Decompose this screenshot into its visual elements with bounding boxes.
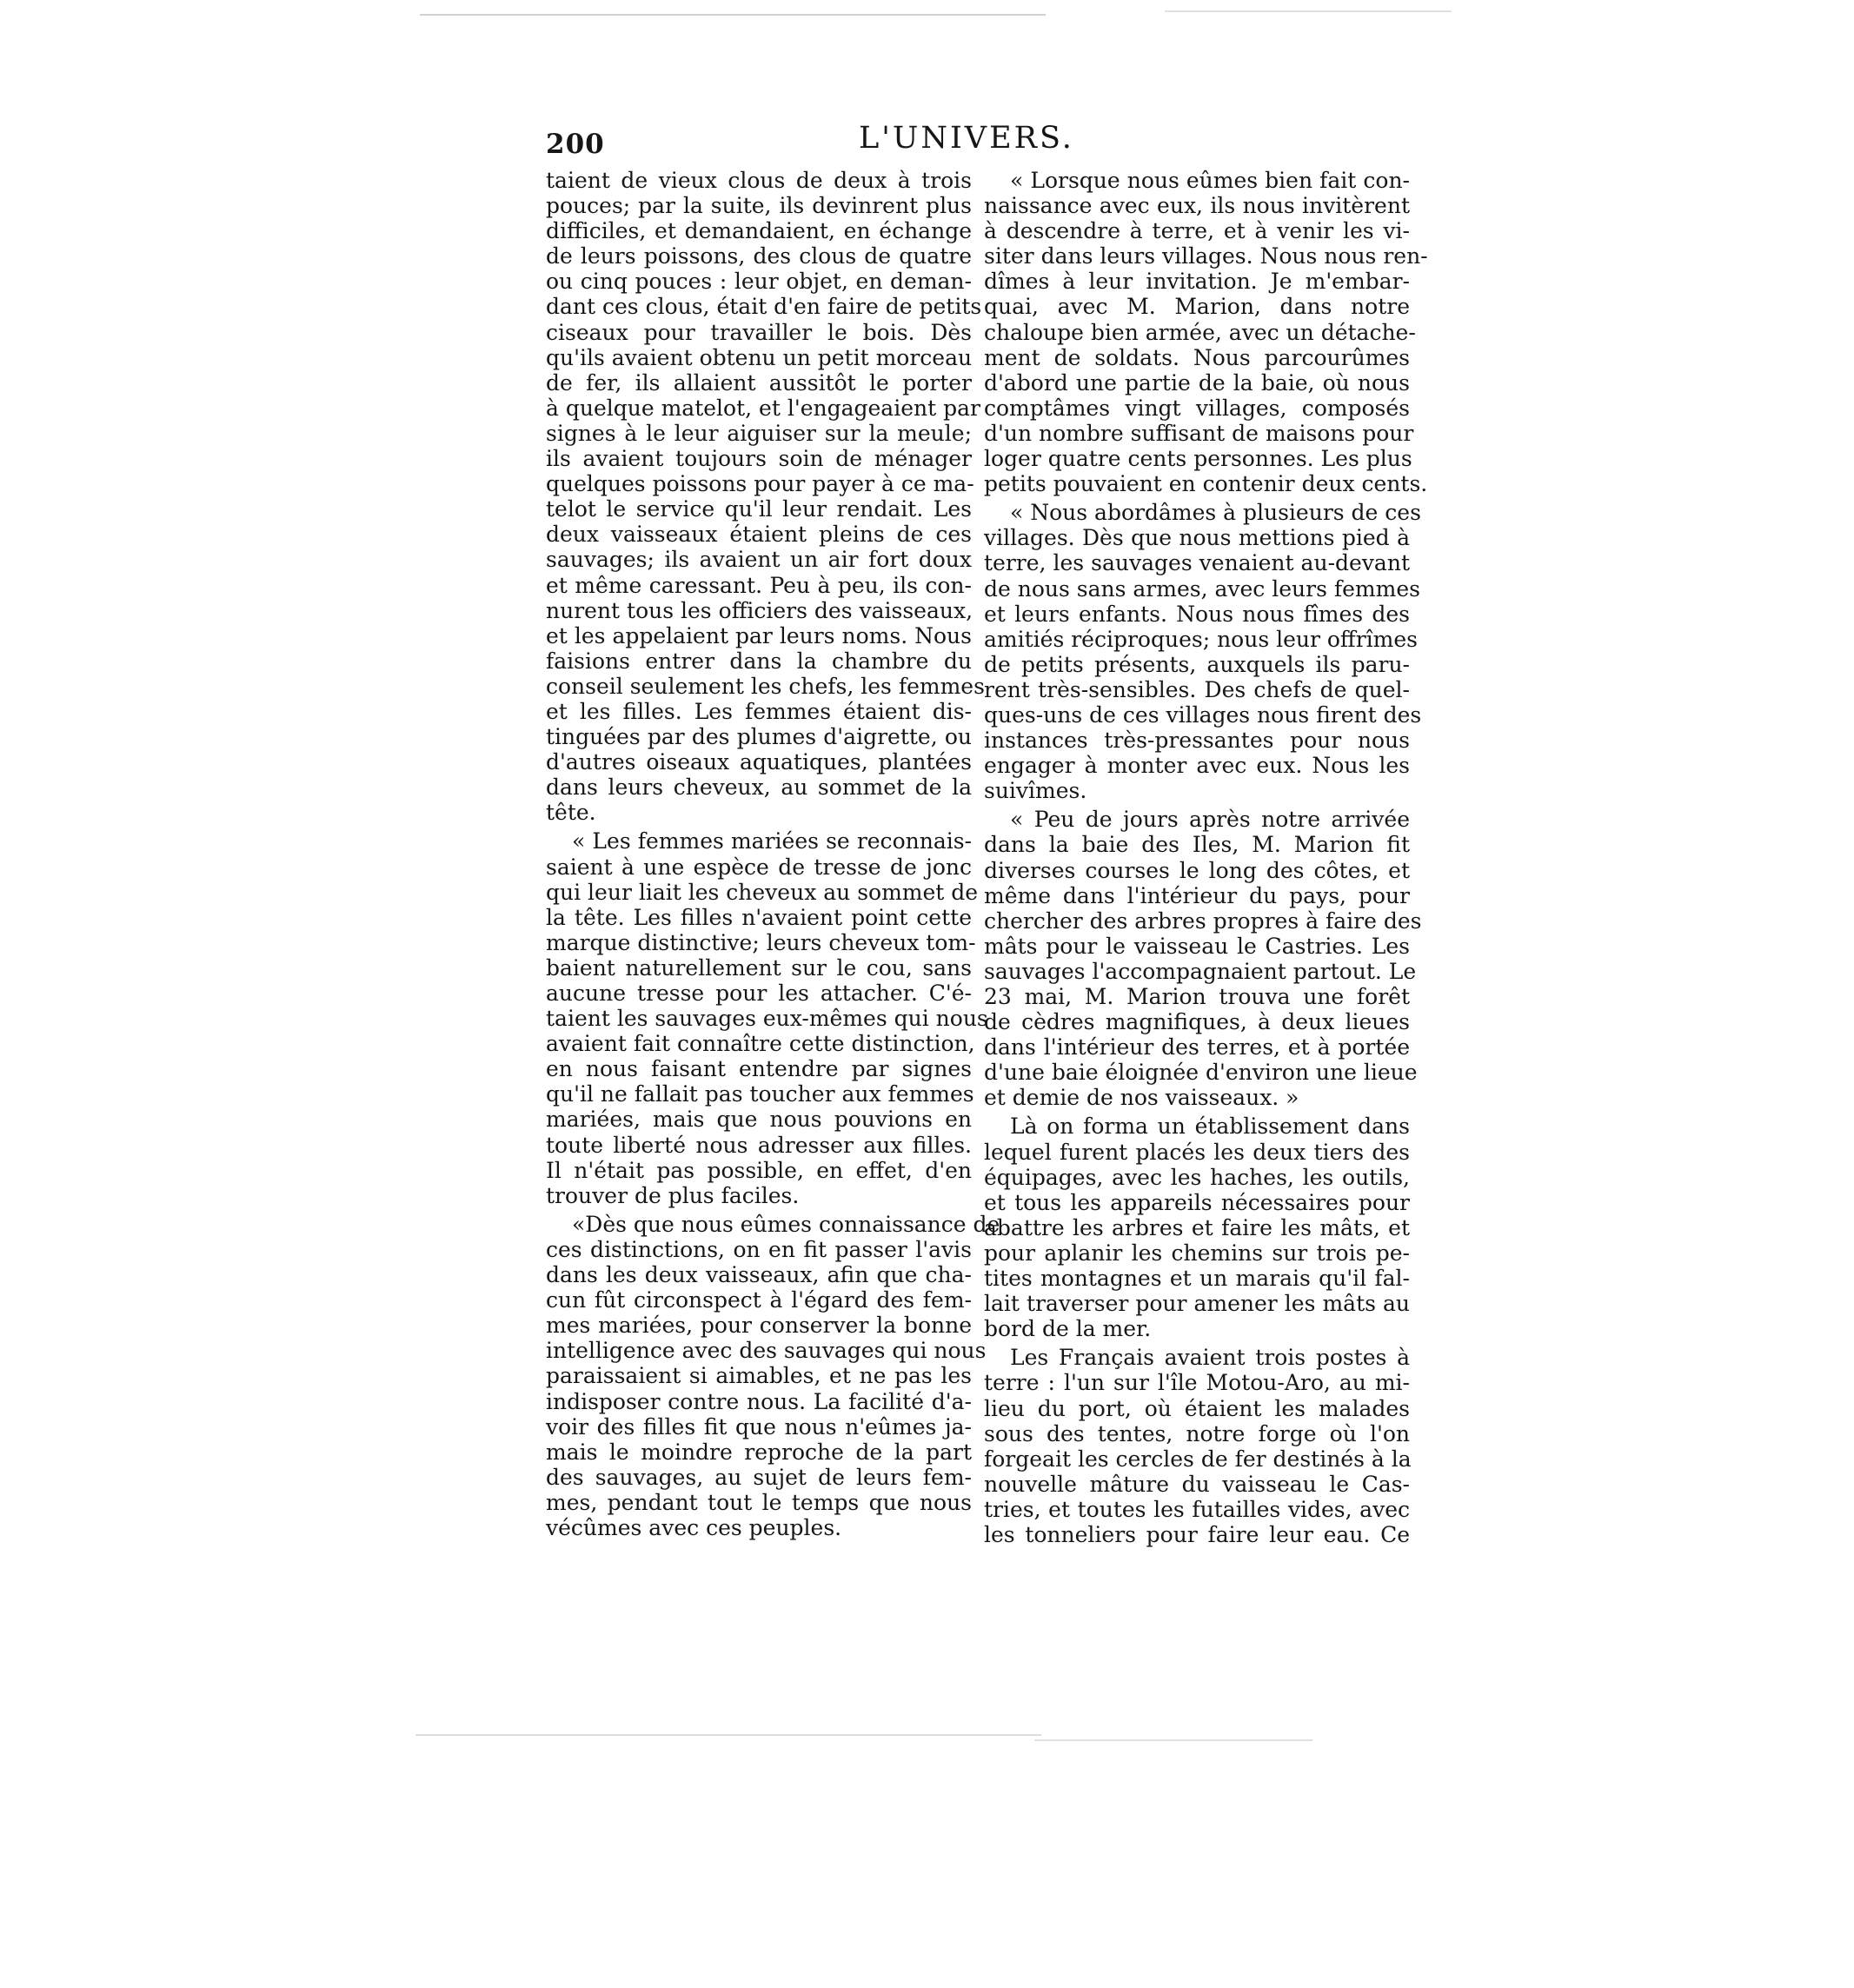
text-line: terre : l'un sur l'île Motou-Aro, au mi- <box>984 1370 1410 1396</box>
text-line: ces distinctions, on en fit passer l'avis <box>546 1236 972 1262</box>
text-line: faisions entrer dans la chambre du <box>546 648 972 674</box>
text-line: dîmes à leur invitation. Je m'embar- <box>984 269 1410 295</box>
text-line: terre, les sauvages venaient au-devant <box>984 550 1410 576</box>
text-line: petits pouvaient en contenir deux cents. <box>984 471 1428 497</box>
text-line: naissance avec eux, ils nous invitèrent <box>984 193 1410 219</box>
text-line: ou cinq pouces : leur objet, en deman- <box>546 269 972 295</box>
text-column-left <box>546 168 1000 1540</box>
text-line: aucune tresse pour les attacher. C'é- <box>546 981 972 1006</box>
text-line: même dans l'intérieur du pays, pour <box>984 882 1410 908</box>
text-line: d'un nombre suffisant de maisons pour <box>984 420 1414 446</box>
text-line: à quelque matelot, et l'engageaient par <box>546 395 980 421</box>
text-line: qu'ils avaient obtenu un petit morceau <box>546 344 973 370</box>
text-line: sauvages; ils avaient un air fort doux <box>546 547 972 573</box>
text-line: de fer, ils allaient aussitôt le porter <box>546 369 972 396</box>
text-line: telot le service qu'il leur rendait. Les <box>546 496 972 522</box>
text-line: lequel furent placés les deux tiers des <box>984 1139 1410 1165</box>
text-line: qui leur liait les cheveux au sommet de <box>546 879 979 905</box>
text-line: signes à le leur aiguiser sur la meule; <box>546 420 972 446</box>
text-line: tête. <box>546 800 596 826</box>
text-line: saient à une espèce de tresse de jonc <box>546 854 972 880</box>
text-line: intelligence avec des sauvages qui nous <box>546 1338 987 1364</box>
text-line: indisposer contre nous. La facilité d'a- <box>546 1388 972 1414</box>
text-line: conseil seulement les chefs, les femmes <box>546 673 985 699</box>
scan-artifact-bottom <box>415 1734 1041 1736</box>
text-line: suivîmes. <box>984 778 1087 804</box>
text-line: en nous faisant entendre par signes <box>546 1056 972 1082</box>
text-line: rent très-sensibles. Des chefs de quel- <box>984 676 1410 702</box>
text-line: ils avaient toujours soin de ménager <box>546 446 972 472</box>
text-line: la tête. Les filles n'avaient point cette <box>546 904 972 930</box>
text-line: « Nous abordâmes à plusieurs de ces <box>1010 500 1421 526</box>
text-line: de cèdres magnifiques, à deux lieues <box>984 1009 1410 1035</box>
text-line: mes mariées, pour conserver la bonne <box>546 1313 972 1339</box>
text-line: « Lorsque nous eûmes bien fait con- <box>1010 168 1410 193</box>
text-line: mariées, mais que nous pouvions en <box>546 1107 972 1133</box>
text-line: dans l'intérieur des terres, et à portée <box>984 1034 1410 1060</box>
text-line: et leurs enfants. Nous nous fîmes des <box>984 601 1410 627</box>
text-line: de leurs poissons, des clous de quatre <box>546 243 972 269</box>
text-line: loger quatre cents personnes. Les plus <box>984 446 1412 472</box>
text-line: marque distinctive; leurs cheveux tom- <box>546 929 976 955</box>
text-line: mais le moindre reproche de la part <box>546 1439 972 1465</box>
text-line: chaloupe bien armée, avec un détache- <box>984 319 1416 345</box>
text-line: nurent tous les officiers des vaisseaux, <box>546 597 974 623</box>
text-line: baient naturellement sur le cou, sans <box>546 954 972 981</box>
text-column-right <box>984 168 1428 1547</box>
scan-artifact-top <box>420 14 1046 16</box>
text-line: de nous sans armes, avec leurs femmes <box>984 575 1420 602</box>
text-line: Il n'était pas possible, en effet, d'en <box>546 1157 972 1183</box>
text-line: lieu du port, où étaient les malades <box>984 1395 1410 1421</box>
text-line: taient de vieux clous de deux à trois <box>546 168 972 193</box>
text-line: les tonneliers pour faire leur eau. Ce <box>984 1521 1410 1547</box>
text-line: mes, pendant tout le temps que nous <box>546 1489 972 1515</box>
text-line: Là on forma un établissement dans <box>1010 1114 1410 1140</box>
text-line: villages. Dès que nous mettions pied à <box>984 525 1410 551</box>
scan-artifact-top-right <box>1165 10 1452 12</box>
text-line: tites montagnes et un marais qu'il fal- <box>984 1266 1410 1292</box>
text-line: dans leurs cheveux, au sommet de la <box>546 775 972 801</box>
text-line: quai, avec M. Marion, dans notre <box>984 294 1410 320</box>
text-line: chercher des arbres propres à faire des <box>984 908 1422 934</box>
text-line: « Peu de jours après notre arrivée <box>1010 807 1410 833</box>
text-line: dant ces clous, était d'en faire de petits <box>546 294 982 320</box>
text-line: tries, et toutes les futailles vides, avec <box>984 1496 1410 1522</box>
text-line: ques-uns de ces villages nous firent des <box>984 701 1422 728</box>
text-line: lait traverser pour amener les mâts au <box>984 1291 1410 1317</box>
text-line: toute liberté nous adresser aux filles. <box>546 1132 972 1158</box>
text-line: et même caressant. Peu à peu, ils con- <box>546 572 972 598</box>
text-line: et demie de nos vaisseaux. » <box>984 1085 1299 1111</box>
text-line: amitiés réciproques; nous leur offrîmes <box>984 626 1418 652</box>
text-line: abattre les arbres et faire les mâts, et <box>984 1214 1410 1240</box>
text-line: difficiles, et demandaient, en échange <box>546 218 972 244</box>
text-line: « Les femmes mariées se reconnais- <box>572 828 972 854</box>
text-line: forgeait les cercles de fer destinés à la <box>984 1446 1412 1472</box>
text-line: quelques poissons pour payer à ce ma- <box>546 471 974 497</box>
running-title: L'UNIVERS. <box>859 121 1074 156</box>
text-line: qu'il ne fallait pas toucher aux femmes <box>546 1081 974 1107</box>
text-line: tinguées par des plumes d'aigrette, ou <box>546 724 972 750</box>
text-line: engager à monter avec eux. Nous les <box>984 753 1410 779</box>
text-line: équipages, avec les haches, les outils, <box>984 1164 1410 1190</box>
text-line: avaient fait connaître cette distinction, <box>546 1031 975 1057</box>
text-line: et tous les appareils nécessaires pour <box>984 1189 1410 1215</box>
scan-artifact-bottom-right <box>1034 1739 1312 1741</box>
text-line: à descendre à terre, et à venir les vi- <box>984 218 1410 244</box>
text-line: vécûmes avec ces peuples. <box>546 1514 842 1540</box>
text-line: d'abord une partie de la baie, où nous <box>984 369 1410 396</box>
text-line: bord de la mer. <box>984 1316 1152 1342</box>
text-line: sauvages l'accompagnaient partout. Le <box>984 958 1417 984</box>
text-line: et les filles. Les femmes étaient dis- <box>546 698 972 724</box>
text-line: diverses courses le long des côtes, et <box>984 857 1410 883</box>
text-line: sous des tentes, notre forge où l'on <box>984 1420 1410 1446</box>
text-line: instances très-pressantes pour nous <box>984 728 1410 754</box>
text-line: ment de soldats. Nous parcourûmes <box>984 344 1410 370</box>
text-line: de petits présents, auxquels ils paru- <box>984 651 1410 677</box>
page-number: 200 <box>546 129 605 160</box>
text-line: nouvelle mâture du vaisseau le Cas- <box>984 1471 1410 1497</box>
text-line: Les Français avaient trois postes à <box>1010 1345 1410 1371</box>
text-line: deux vaisseaux étaient pleins de ces <box>546 522 972 548</box>
text-line: et les appelaient par leurs noms. Nous <box>546 622 972 648</box>
text-line: «Dès que nous eûmes connaissance de <box>572 1211 1000 1237</box>
text-line: trouver de plus faciles. <box>546 1182 800 1208</box>
text-line: ciseaux pour travailler le bois. Dès <box>546 319 972 345</box>
text-line: d'une baie éloignée d'environ une lieue <box>984 1060 1418 1086</box>
text-line: pour aplanir les chemins sur trois pe- <box>984 1240 1410 1266</box>
text-line: d'autres oiseaux aquatiques, plantées <box>546 749 972 775</box>
text-line: mâts pour le vaisseau le Castries. Les <box>984 933 1410 959</box>
text-line: dans les deux vaisseaux, afin que cha- <box>546 1262 972 1288</box>
text-line: siter dans leurs villages. Nous nous ren- <box>984 243 1428 269</box>
text-line: des sauvages, au sujet de leurs fem- <box>546 1464 972 1490</box>
text-line: voir des filles fit que nous n'eûmes ja- <box>546 1413 972 1439</box>
text-line: cun fût circonspect à l'égard des fem- <box>546 1287 972 1313</box>
text-line: paraissaient si aimables, et ne pas les <box>546 1363 972 1389</box>
text-line: 23 mai, M. Marion trouva une forêt <box>984 984 1410 1009</box>
text-line: comptâmes vingt villages, composés <box>984 395 1410 421</box>
text-line: pouces; par la suite, ils devinrent plus <box>546 193 972 219</box>
text-line: dans la baie des Iles, M. Marion fit <box>984 832 1410 858</box>
text-line: taient les sauvages eux-mêmes qui nous <box>546 1006 988 1032</box>
